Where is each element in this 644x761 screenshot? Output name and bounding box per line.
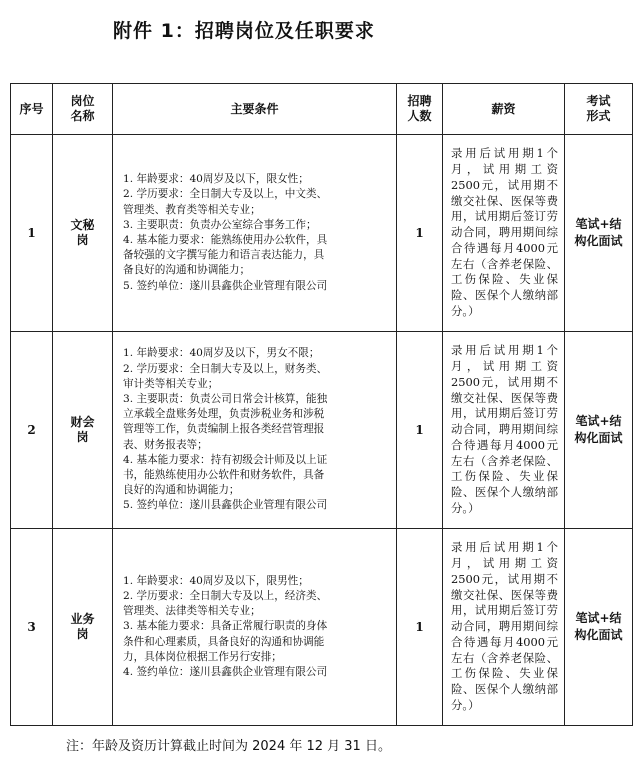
condition-line: 2. 学历要求：全日制大专及以上，经济类、: [123, 589, 328, 602]
header-count-line2: 人数: [407, 109, 432, 123]
conditions-cell: [113, 332, 397, 529]
exam-format-line2: 构化面试: [574, 234, 623, 248]
header-count: [397, 84, 443, 135]
condition-line: 管理类、教育类等相关专业；: [123, 203, 261, 216]
post-name: [53, 529, 113, 726]
exam-format: [565, 529, 633, 726]
condition-line: 管理等工作，负责编制上报各类经营管理报: [123, 423, 325, 436]
condition-line: 4. 基本能力要求：持有初级会计师及以上证: [123, 453, 328, 466]
exam-format-line2: 构化面试: [574, 628, 623, 642]
condition-line: 力，具体岗位根据工作另行安排；: [123, 650, 282, 663]
post-name-line2: 岗: [76, 233, 89, 247]
exam-format: [565, 135, 633, 332]
post-name-line2: 岗: [76, 627, 89, 641]
row-number: 2: [11, 332, 53, 529]
post-name-line1: 业务: [70, 612, 95, 626]
recruitment-table: [10, 83, 633, 726]
condition-line: 1. 年龄要求：40周岁及以下，男女不限；: [123, 347, 320, 360]
condition-line: 备良好的沟通和协调能力；: [123, 264, 251, 277]
condition-line: 表、财务报表等；: [123, 438, 208, 451]
post-name: [53, 135, 113, 332]
condition-line: 5. 签约单位：遂川县鑫供企业管理有限公司: [123, 499, 328, 512]
row-number: 1: [11, 135, 53, 332]
exam-format: [565, 332, 633, 529]
condition-line: 管理类、法律类等相关专业；: [123, 605, 261, 618]
header-post: [53, 84, 113, 135]
salary-cell: 录用后试用期1个月，试用期工资2500元，试用期不缴交社保、医保等费用，试用期后签订劳动合同，聘用期间综合待遇每月4000元左右（含养老保险、工伤保险、失业保险、医保个人缴纳部分。）: [443, 332, 565, 529]
salary-cell: 录用后试用期1个月，试用期工资2500元，试用期不缴交社保、医保等费用，试用期后签订劳动合同，聘用期间综合待遇每月4000元左右（含养老保险、工伤保险、失业保险、医保个人缴纳部分。）: [443, 135, 565, 332]
document-title: 附件 1：招聘岗位及任职要求: [113, 20, 375, 42]
condition-line: 立承载全盘账务处理，负责涉税业务和涉税: [123, 408, 325, 421]
condition-line: 审计类等相关专业；: [123, 377, 219, 390]
condition-line: 条件和心理素质，具备良好的沟通和协调能: [123, 635, 325, 648]
post-name: [53, 332, 113, 529]
condition-line: 4. 签约单位：遂川县鑫供企业管理有限公司: [123, 666, 328, 678]
row-number: 3: [11, 529, 53, 726]
condition-line: 1. 年龄要求：40周岁及以下，限女性；: [123, 173, 309, 186]
condition-line: 良好的沟通和协调能力；: [123, 484, 240, 497]
salary-cell: 录用后试用期1个月，试用期工资2500元，试用期不缴交社保、医保等费用，试用期后签订劳动合同，聘用期间综合待遇每月4000元左右（含养老保险、工伤保险、失业保险、医保个人缴纳部分。）: [443, 529, 565, 726]
table-header-row: [11, 84, 633, 135]
post-name-line1: 财会: [70, 415, 95, 429]
header-count-line1: 招聘: [407, 94, 432, 108]
header-conditions: 主要条件: [113, 84, 397, 135]
table-row: [11, 529, 633, 726]
post-name-line2: 岗: [76, 430, 89, 444]
condition-line: 1. 年龄要求：40周岁及以下，限男性；: [123, 574, 309, 587]
conditions-cell: [113, 135, 397, 332]
header-exam-line1: 考试: [586, 94, 611, 108]
condition-line: 3. 基本能力要求：具备正常履行职责的身体: [123, 620, 328, 633]
condition-line: 4. 基本能力要求：能熟练使用办公软件，具: [123, 234, 328, 246]
condition-line: 备较强的文字撰写能力和语言表达能力，具: [123, 249, 325, 262]
conditions-cell: [113, 529, 397, 726]
condition-line: 2. 学历要求：全日制大专及以上，财务类、: [123, 362, 328, 375]
footnote: 注：年龄及资历计算截止时间为 2024 年 12 月 31 日。: [66, 739, 391, 754]
table-row: [11, 332, 633, 529]
header-exam-line2: 形式: [586, 109, 611, 123]
hire-count: 1: [397, 529, 443, 726]
condition-line: 5. 签约单位：遂川县鑫供企业管理有限公司: [123, 279, 328, 292]
header-salary: 薪资: [443, 84, 565, 135]
condition-line: 3. 主要职责：负责公司日常会计核算，能独: [123, 392, 328, 405]
exam-format-line1: 笔试+结: [575, 217, 622, 231]
post-name-line1: 文秘: [70, 218, 95, 232]
header-post-line2: 名称: [70, 109, 95, 123]
condition-line: 书，能熟练使用办公软件和财务软件，具备: [123, 469, 325, 481]
condition-line: 3. 主要职责：负责办公室综合事务工作；: [123, 218, 317, 231]
table-row: [11, 135, 633, 332]
header-post-line1: 岗位: [70, 94, 95, 108]
exam-format-line1: 笔试+结: [575, 611, 622, 625]
exam-format-line1: 笔试+结: [575, 414, 622, 428]
condition-line: 2. 学历要求：全日制大专及以上，中文类、: [123, 188, 328, 201]
header-exam: [565, 84, 633, 135]
hire-count: 1: [397, 135, 443, 332]
exam-format-line2: 构化面试: [574, 431, 623, 445]
header-no: 序号: [11, 84, 53, 135]
hire-count: 1: [397, 332, 443, 529]
